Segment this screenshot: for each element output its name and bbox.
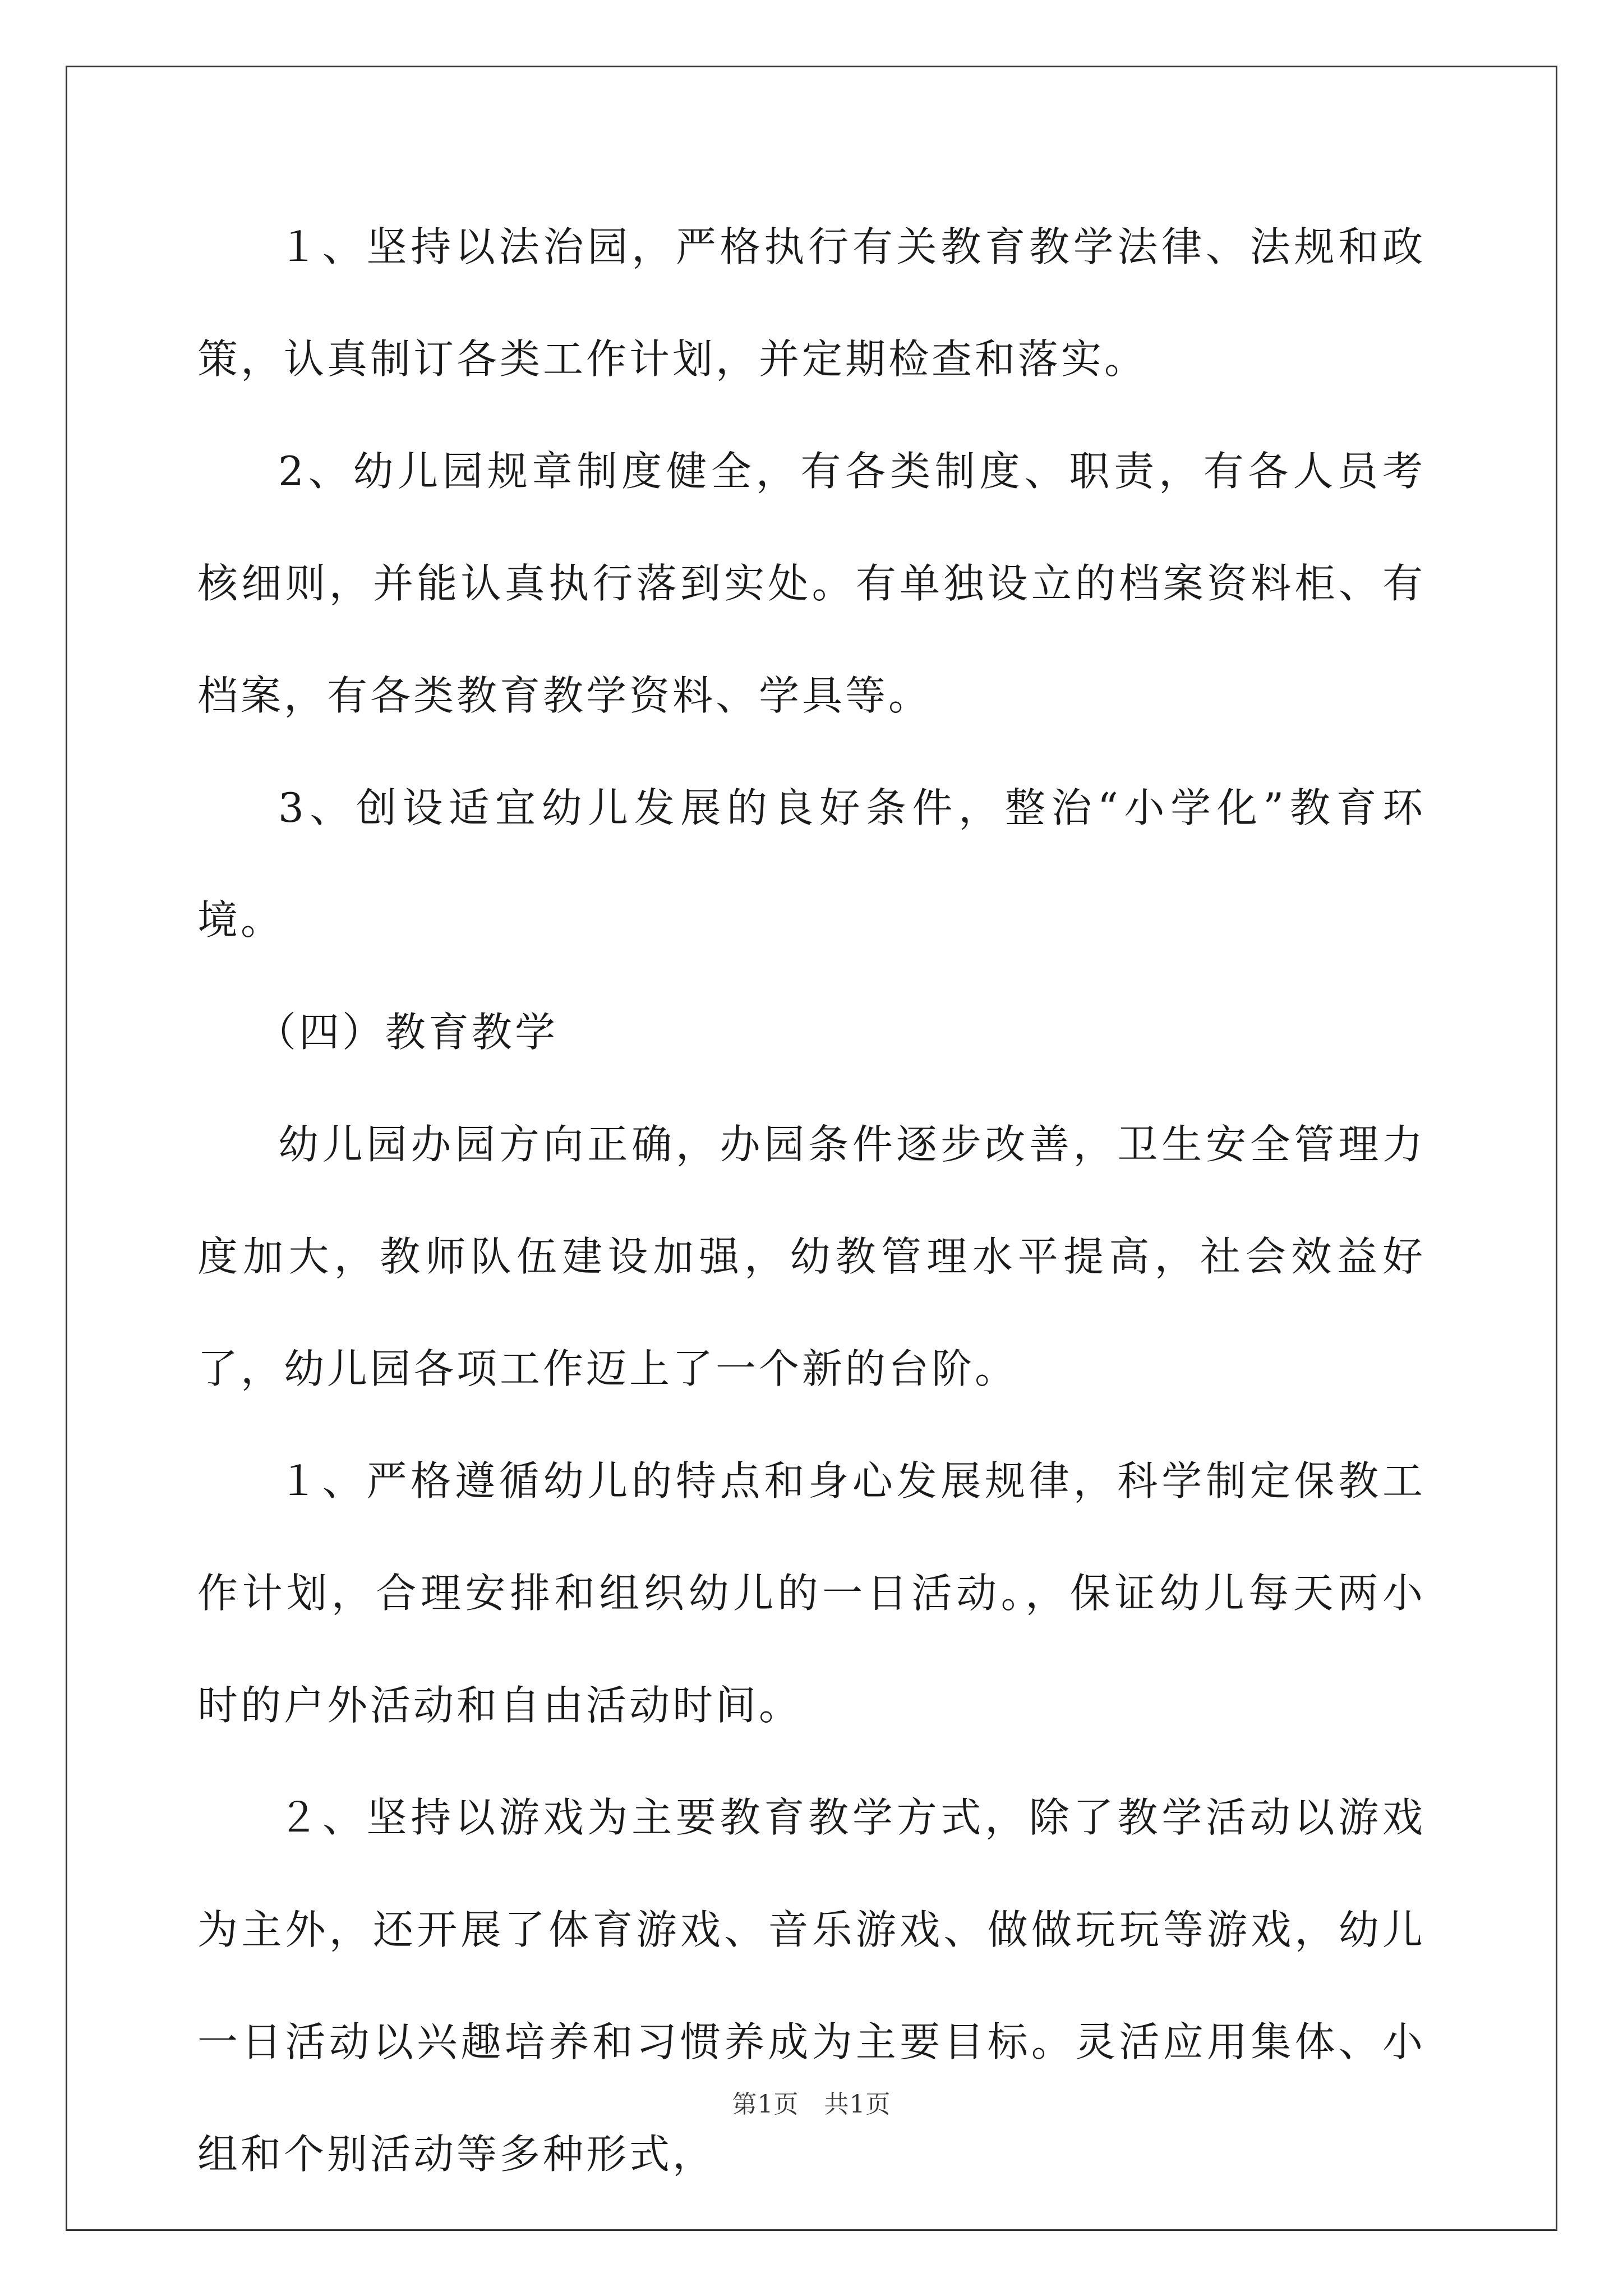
paragraph-2: 2、幼儿园规章制度健全，有各类制度、职责，有各人员考核细则，并能认真执行落到实处。有单独设立的档案资料柜、有档案，有各类教育教学资料、学具等。 bbox=[197, 448, 1426, 719]
paragraph-1: １、坚持以法治园，严格执行有关教育教学法律、法规和政策，认真制订各类工作计划，并定期检查和落实。 bbox=[197, 223, 1426, 383]
page-number-footer: 第1页 共1页 bbox=[732, 2090, 891, 2119]
document-body bbox=[197, 191, 1426, 2210]
paragraph-5: １、严格遵循幼儿的特点和身心发展规律，科学制定保教工作计划，合理安排和组织幼儿的一日活动。，保证幼儿每天两小时的户外活动和自由活动时间。 bbox=[197, 1457, 1426, 1729]
paragraph-3: 3、创设适宜幼儿发展的良好条件，整治“小学化”教育环境。 bbox=[197, 784, 1426, 944]
section-heading: （四）教育教学 bbox=[256, 1009, 559, 1056]
paragraph-6: ２、坚持以游戏为主要教育教学方式，除了教学活动以游戏为主外，还开展了体育游戏、音乐游戏、做做玩玩等游戏，幼儿一日活动以兴趣培养和习惯养成为主要目标。灵活应用集体、小组和个别活动等多种形式， bbox=[197, 1794, 1426, 2178]
paragraph-4: 幼儿园办园方向正确，办园条件逐步改善，卫生安全管理力度加大，教师队伍建设加强，幼教管理水平提高，社会效益好了，幼儿园各项工作迈上了一个新的台阶。 bbox=[197, 1121, 1426, 1392]
